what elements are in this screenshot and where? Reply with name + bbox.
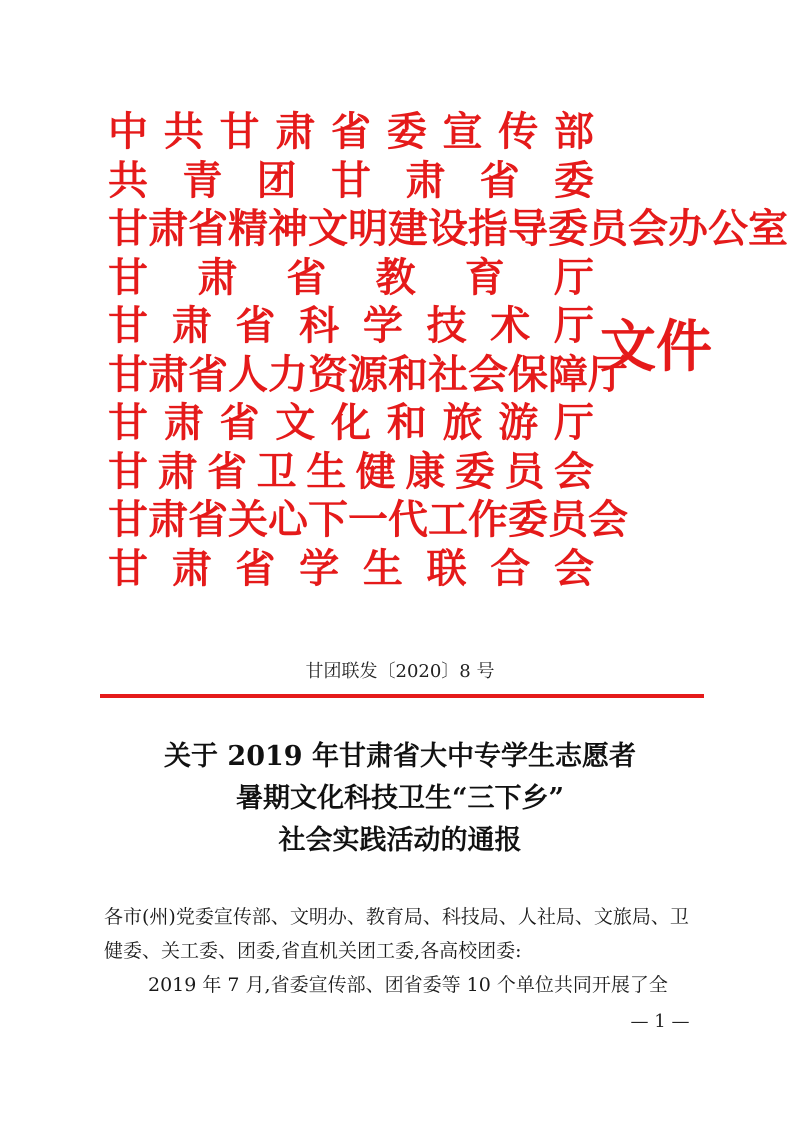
issuer-name: 甘肃省文化和旅游厅 [108, 399, 594, 446]
page-number: — 1 — [630, 1011, 690, 1032]
issuer-name: 中共甘肃省委宣传部 [108, 108, 594, 155]
addressee-line: 各市(州)党委宣传部、文明办、教育局、科技局、人社局、文旅局、卫 [104, 906, 689, 928]
red-divider [100, 694, 704, 698]
issuer-name: 甘肃省人力资源和社会保障厅 [108, 350, 628, 398]
issuer-name: 甘肃省学生联合会 [108, 544, 594, 592]
issuer-name: 共青团甘肃省委 [108, 156, 594, 204]
issuer-name: 甘肃省卫生健康委员会 [108, 447, 594, 495]
issuer-name: 甘肃省教育厅 [108, 253, 594, 301]
title-line: 关于 2019 年甘肃省大中专学生志愿者 [164, 741, 636, 772]
body-text [104, 900, 700, 1002]
title-line: 暑期文化科技卫生“三下乡” [235, 783, 565, 814]
addressee-line: 健委、关工委、团委,省直机关团工委,各高校团委: [104, 940, 522, 962]
paragraph: 2019 年 7 月,省委宣传部、团省委等 10 个单位共同开展了全 [148, 974, 668, 996]
title-line: 社会实践活动的通报 [278, 825, 522, 856]
issuer-name: 甘肃省关心下一代工作委员会 [108, 496, 628, 543]
issuer-name: 甘肃省科学技术厅 [108, 302, 594, 349]
document-title [0, 736, 800, 862]
document-word: 文件 [600, 315, 712, 380]
issuer-name: 甘肃省精神文明建设指导委员会办公室 [108, 205, 788, 252]
document-number: 甘团联发〔2020〕8 号 [305, 661, 495, 682]
